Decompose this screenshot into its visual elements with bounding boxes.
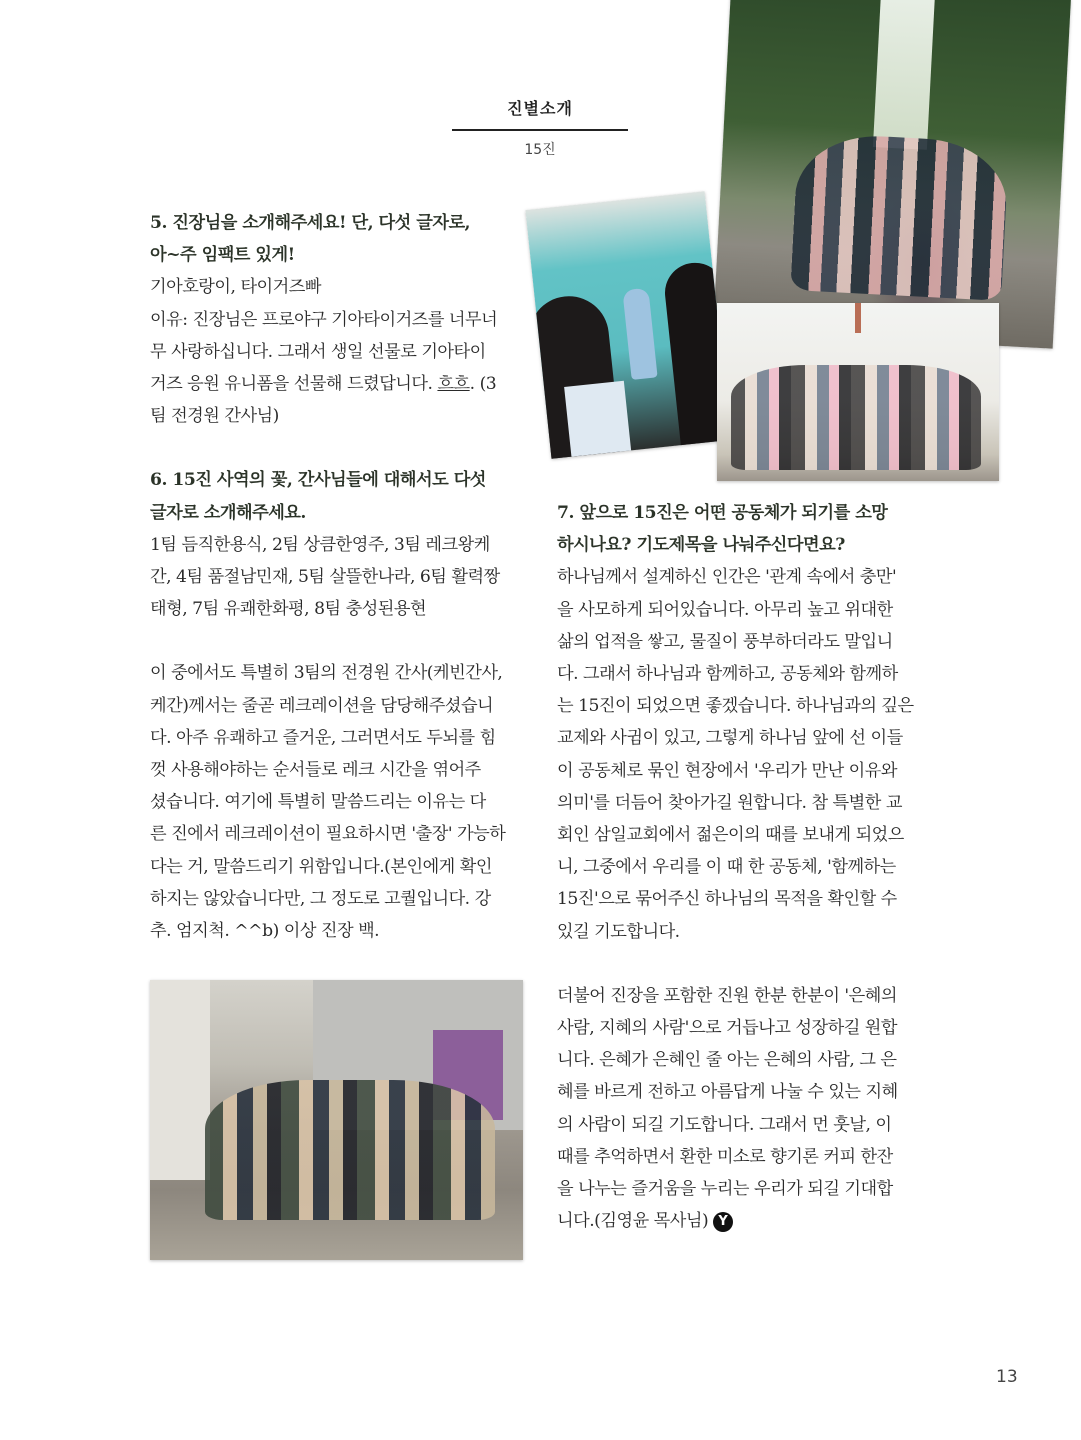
answer-7-line: 하나님께서 설계하신 인간은 '관계 속에서 충만' [557,567,897,588]
paragraph-line: 다. 아주 유쾌하고 즐거운, 그러면서도 두뇌를 힘 [150,727,496,748]
section-subtitle: 15진 [524,142,556,158]
paragraph-line: 껏 사용해야하는 순서들로 레크 시간을 엮어주 [150,760,481,781]
page-header [452,96,628,159]
closing-line: 의 사람이 되길 기도합니다. 그래서 먼 훗날, 이 [557,1114,892,1135]
answer-7-line: 는 15진이 되었으면 좋겠습니다. 하나님과의 깊은 [557,696,914,717]
answer-6-line: 1팀 듬직한용식, 2팀 상큼한영주, 3팀 레크왕케 [150,534,490,555]
question-6: 6. 15진 사역의 꽃, 간사님들에 대해서도 다섯 [150,470,486,491]
closing-line-last: 니다.(김영윤 목사님) Y [557,1205,935,1237]
answer-7-line: 다. 그래서 하나님과 함께하고, 공동체와 함께하 [557,664,898,685]
answer-7-line: 15진'으로 묶어주신 하나님의 목적을 확인할 수 [557,889,897,910]
answer-5-line: 이유: 진장님은 프로야구 기아타이거즈를 너무너 [150,309,498,330]
section-title: 진별소개 [507,99,573,118]
answer-7-line: 교제와 사귐이 있고, 그렇게 하나님 앞에 선 이들 [557,728,903,749]
answer-7-line: 회인 삼일교회에서 젊은이의 때를 보내게 되었으 [557,825,904,846]
question-6-cont: 글자로 소개해주세요. [150,502,306,523]
paragraph-line: 른 진에서 레크레이션이 필요하시면 '출장' 가능하 [150,824,506,845]
answer-7-line: 을 사모하게 되어있습니다. 아무리 높고 위대한 [557,599,893,620]
answer-5-line: 기아호랑이, 타이거즈빠 [150,277,321,298]
closing-line: 사람, 지혜의 사람'으로 거듭나고 성장하길 원합 [557,1018,897,1039]
closing-line: 때를 추억하면서 환한 미소로 향기론 커피 한잔 [557,1146,893,1167]
paragraph-line: 추. 엄지척. ^^b) 이상 진장 백. [150,921,380,942]
question-5-cont: 아~주 임팩트 있게! [150,245,295,266]
laugh-text: 흐흐 [437,374,470,395]
paragraph-line: 셨습니다. 여기에 특별히 말씀드리는 이유는 다 [150,792,486,813]
closing-line: 을 나누는 즐거움을 누리는 우리가 되길 기대합 [557,1179,893,1200]
answer-7-line: 있길 기도합니다. [557,921,680,942]
paragraph-line: 하지는 않았습니다만, 그 정도로 고퀄입니다. 강 [150,888,491,909]
closing-line: 더불어 진장을 포함한 진원 한분 한분이 '은혜의 [557,985,897,1006]
answer-5-line: 무 사랑하십니다. 그래서 생일 선물로 기아타이 [150,341,486,362]
answer-7-line: 의미'를 더듬어 찾아가길 원합니다. 참 특별한 교 [557,792,902,813]
stage-speaker-photo [525,191,730,458]
answer-7-line: 이 공동체로 묶인 현장에서 '우리가 만난 이유와 [557,760,897,781]
paragraph-line: 이 중에서도 특별히 3팀의 전경원 간사(케빈간사, [150,663,503,684]
end-mark-icon: Y [713,1212,733,1232]
street-group-photo [150,980,523,1260]
question-7: 7. 앞으로 15진은 어떤 공동체가 되기를 소망 [557,503,888,523]
church-group-photo [717,303,999,481]
answer-6-line: 간, 4팀 품절남민재, 5팀 살뜰한나라, 6팀 활력짱 [150,567,500,588]
forest-group-photo [713,0,1071,349]
answer-5-line: 팀 전경원 간사님) [150,406,279,427]
answer-6-line: 태형, 7팀 유쾌한화평, 8팀 충성된용현 [150,599,427,620]
left-column [150,207,530,947]
header-divider [452,129,628,131]
right-column [557,497,935,1237]
answer-7-line: 니, 그중에서 우리를 이 때 한 공동체, '함께하는 [557,857,896,878]
page-number: 13 [996,1367,1018,1387]
paragraph-line: 다는 거, 말씀드리기 위함입니다.(본인에게 확인 [150,856,492,877]
answer-5-line: 거즈 응원 유니폼을 선물해 드렸답니다. 흐흐. (3 [150,374,497,395]
closing-line: 니다. 은혜가 은혜인 줄 아는 은혜의 사람, 그 은 [557,1050,897,1071]
closing-line: 혜를 바르게 전하고 아름답게 나눌 수 있는 지혜 [557,1082,898,1103]
answer-7-line: 삶의 업적을 쌓고, 물질이 풍부하더라도 말입니 [557,631,893,652]
paragraph-line: 케간)께서는 줄곧 레크레이션을 담당해주셨습니 [150,695,494,716]
question-7-cont: 하시나요? 기도제목을 나눠주신다면요? [557,535,845,556]
question-5: 5. 진장님을 소개해주세요! 단, 다섯 글자로, [150,213,471,233]
